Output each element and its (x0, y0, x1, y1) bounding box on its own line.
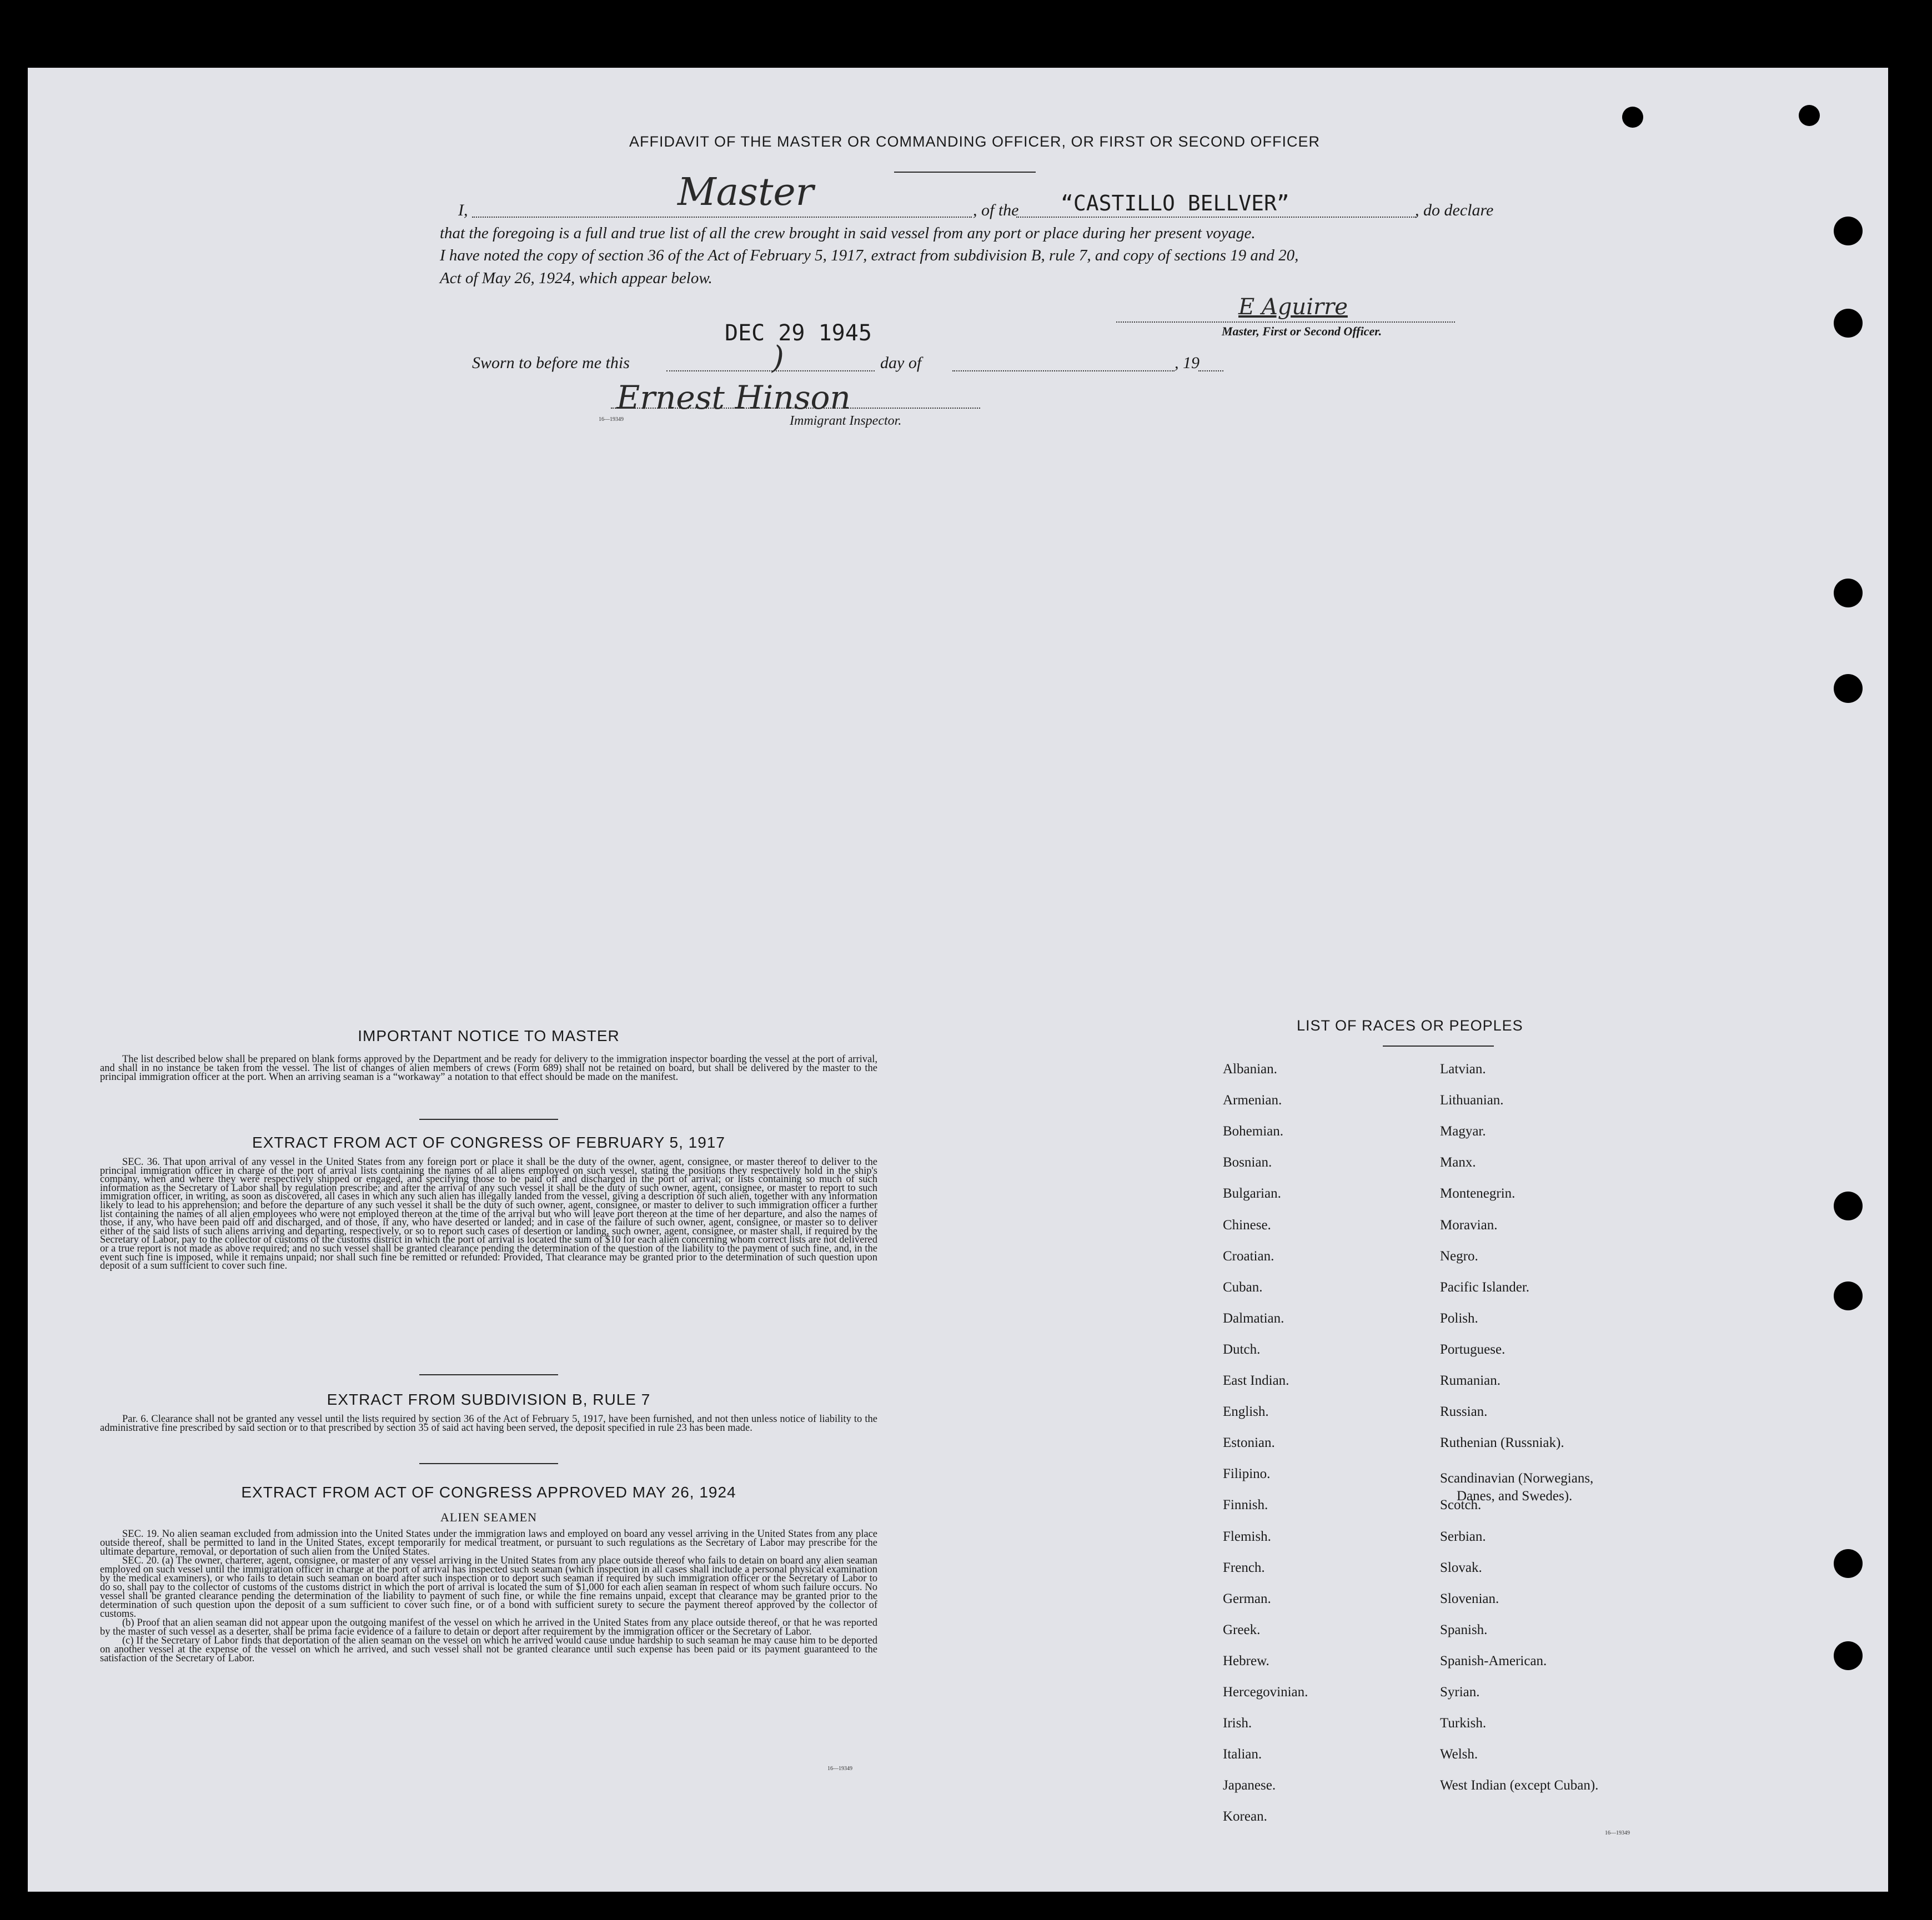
affidavit-line4: Act of May 26, 1924, which appear below. (440, 269, 712, 287)
race-item: Croatian. (1223, 1248, 1274, 1264)
vessel-line (1016, 217, 1416, 218)
affidavit-i: I, (458, 201, 468, 219)
sworn-day-mark: ) (772, 340, 784, 376)
races-form-number: 16—19349 (1605, 1830, 1630, 1836)
race-item: Moravian. (1440, 1217, 1498, 1233)
punch-hole (1622, 107, 1643, 128)
race-item: Scandinavian (Norwegians, (1440, 1471, 1594, 1486)
divider (419, 1374, 558, 1375)
race-item: Russian. (1440, 1404, 1488, 1420)
race-item: Welsh. (1440, 1747, 1478, 1762)
race-item: Turkish. (1440, 1716, 1487, 1731)
divider (894, 172, 1036, 173)
race-item: German. (1223, 1591, 1271, 1606)
affidavit-title: AFFIDAVIT OF THE MASTER OR COMMANDING OFFICER, OR FIRST OR SECOND OFFICER (629, 133, 1321, 150)
sec20c-text: (c) If the Secretary of Labor finds that deportation of the alien seaman on the vessel on which he arrived would cause undue hardship to such seaman he may cause him to be deported on another vessel at the expense of the vessel on which he arrived, and such vessel shall not be granted clearance until such expense has been paid or its payment guaranteed to the satisfaction of the Secretary of Labor. (100, 1635, 877, 1664)
race-item: Japanese. (1223, 1778, 1276, 1793)
subdivision-title: EXTRACT FROM SUBDIVISION B, RULE 7 (327, 1391, 651, 1408)
race-item: Irish. (1223, 1716, 1252, 1731)
punch-hole (1834, 674, 1863, 703)
inspector-caption: Immigrant Inspector. (790, 414, 902, 428)
affidavit-line2: that the foregoing is a full and true list of all the crew brought in said vessel from any port or place during her present voyage. (440, 224, 1256, 242)
date-stamp: DEC 29 1945 (725, 320, 872, 346)
sworn-day-line (666, 370, 875, 371)
notice-title: IMPORTANT NOTICE TO MASTER (358, 1027, 620, 1044)
race-item: Spanish-American. (1440, 1653, 1547, 1668)
race-item: Bohemian. (1223, 1124, 1284, 1139)
alien-seamen-subtitle: ALIEN SEAMEN (440, 1510, 537, 1524)
punch-hole (1834, 1641, 1863, 1670)
race-item: Hebrew. (1223, 1653, 1269, 1668)
extract-1917-text: SEC. 36. That upon arrival of any vessel in the United States from any foreign port or place it shall be the duty of the owner, agent, consignee, or master thereof to deliver to the principal immigration officer in charge of the port of arrival lists containing the names of all aliens employed on such vessel, stating the positions they respectively hold in the ship's company, when and where they were respectively shipped or engaged, and specifying those to be paid off and discharged in the port of arrival; or lists containing so much of such information as the Secretary of Labor shall by regulation prescribe; and after the arrival of any such vessel it shall be the duty of such owner, agent, consignee, or master to report to such immigration officer, in writing, as soon as discovered, all cases in which any such alien has illegally landed from the vessel, giving a description of such alien, together with any information likely to lead to his apprehension; and before the departure of any such vessel it shall be the duty of such owner, agent, consignee, or master to deliver to such immigration officer a further list containing the names of all alien employees who were not employed thereon at the time of the arrival but who will leave port thereon at the time of her departure, and also the names of those, if any, who have been paid off and discharged, and of those, if any, who have deserted or landed; and in case of the failure of such owner, agent, consignee, or master so to deliver either of the said lists of such aliens arriving and departing, respectively, or so to report such cases of desertion or landing, such owner, agent, consignee, or master shall, if required by the Secretary of Labor, pay to the collector of customs of the customs district in which the port of arrival is located the sum of $10 for each alien concerning whom correct lists are not delivered or a true report is not made as above required; and no such vessel shall be granted clearance pending the determination of the question of the liability to the payment of such fine, and, in the event such fine is imposed, while it remains unpaid; nor shall such fine be remitted or refunded: Provided, That clearance may be granted prior to the determination of such question upon deposit of a sum sufficient to cover such fine. (100, 1157, 877, 1272)
extract-1924-title: EXTRACT FROM ACT OF CONGRESS APPROVED MAY 26, 1924 (241, 1484, 736, 1501)
race-item: Dutch. (1223, 1341, 1261, 1357)
punch-hole (1799, 105, 1820, 126)
race-item: Scotch. (1440, 1497, 1482, 1513)
race-item: Bosnian. (1223, 1155, 1272, 1170)
race-item: Bulgarian. (1223, 1186, 1281, 1202)
race-item: Albanian. (1223, 1062, 1277, 1077)
race-item: Slovenian. (1440, 1591, 1499, 1606)
race-item: Hercegovinian. (1223, 1685, 1308, 1700)
race-item: Montenegrin. (1440, 1186, 1516, 1202)
inspector-signature: Ernest Hinson (616, 379, 851, 416)
day-of-text: day of (880, 354, 922, 372)
race-item: Italian. (1223, 1747, 1262, 1762)
extract-form-number: 16—19349 (827, 1766, 852, 1772)
vessel-name: “CASTILLO BELLVER” (1061, 191, 1289, 215)
races-column-2 (1440, 1062, 1718, 1906)
subdivision-text: Par. 6. Clearance shall not be granted any vessel until the lists required by section 36 of the Act of February 5, 1917, have been furnished, and not then unless notice of liability to the administrative fine prescribed by said section or to that prescribed by section 35 of said act having been served, the deposit specified in rule 23 has been made. (100, 1414, 877, 1434)
race-item: Negro. (1440, 1248, 1478, 1264)
race-item: English. (1223, 1404, 1269, 1420)
race-item: Filipino. (1223, 1466, 1271, 1482)
race-item: East Indian. (1223, 1373, 1289, 1388)
race-item: Ruthenian (Russniak). (1440, 1435, 1564, 1451)
officer-signature: E Aguirre (1238, 294, 1348, 320)
sec20a-text: SEC. 20. (a) The owner, charterer, agent, consignee, or master of any vessel arriving in the United States from any place outside thereof who fails to detain on board any alien seaman employed on such vessel until the immigration officer in charge at the port of arrival has inspected such seaman (which inspection in all cases shall include a personal physical examination by the medical examiners), or who fails to detain such seaman on board after such inspection or to deport such seaman if required by such immigration officer or the Secretary of Labor to do so, shall pay to the collector of customs of the customs district in which the port of arrival is located the sum of $1,000 for each alien seaman in respect of whom such failure occurs. No vessel shall be granted clearance pending the determination of the liability to payment of such fine, or while the fine remains unpaid, except that clearance may be granted prior to the determination of such question upon the deposit of a sum sufficient to cover such fine, or of a bond with sufficient surety to secure the payment thereof approved by the collector of customs. (100, 1555, 877, 1620)
race-item: Syrian. (1440, 1685, 1480, 1700)
race-item: Spanish. (1440, 1622, 1488, 1637)
race-item: Pacific Islander. (1440, 1279, 1530, 1295)
affidavit-form-number: 16—19349 (599, 416, 624, 423)
race-item: Cuban. (1223, 1279, 1263, 1295)
punch-hole (1834, 217, 1863, 245)
divider (1383, 1046, 1494, 1047)
race-item: Finnish. (1223, 1497, 1268, 1513)
race-item: Magyar. (1440, 1124, 1486, 1139)
race-item: Serbian. (1440, 1529, 1486, 1544)
officer-caption: Master, First or Second Officer. (1222, 324, 1382, 338)
race-item: Latvian. (1440, 1062, 1486, 1077)
race-item: Korean. (1223, 1809, 1267, 1824)
race-item: French. (1223, 1560, 1265, 1575)
race-item: Dalmatian. (1223, 1310, 1284, 1326)
punch-hole (1834, 1192, 1863, 1220)
sworn-year-line (1198, 370, 1223, 371)
punch-hole (1834, 309, 1863, 338)
race-item: Slovak. (1440, 1560, 1482, 1575)
sec19-text: SEC. 19. No alien seaman excluded from admission into the United States under the immigration laws and employed on board any vessel arriving in the United States from any place outside thereof, shall be permitted to land in the United States, except temporarily for medical treatment, or pursuant to such regulations as the Secretary of Labor may prescribe for the ultimate departure, removal, or deportation of such alien from the United States. (100, 1529, 877, 1557)
officer-signature-line (1116, 321, 1455, 323)
race-item: Portuguese. (1440, 1341, 1506, 1357)
master-handwritten: Master (678, 170, 814, 214)
affidavit-line3: I have noted the copy of section 36 of the Act of February 5, 1917, extract from subdivision B, rule 7, and copy of sections 19 and 20, (440, 247, 1299, 264)
year-prefix: , 19 (1175, 354, 1200, 372)
race-item: Armenian. (1223, 1093, 1282, 1108)
race-item: Chinese. (1223, 1217, 1271, 1233)
document-page (28, 68, 1888, 1892)
punch-hole (1834, 1549, 1863, 1578)
races-title: LIST OF RACES OR PEOPLES (1297, 1017, 1523, 1034)
race-item: Lithuanian. (1440, 1093, 1504, 1108)
of-the-text: , of the (973, 201, 1019, 219)
races-column-1 (1223, 1062, 1428, 1906)
punch-hole (1834, 1281, 1863, 1310)
do-declare-text: , do declare (1415, 201, 1494, 219)
race-item: Estonian. (1223, 1435, 1275, 1451)
sworn-month-line (952, 370, 1175, 371)
sec20b-text: (b) Proof that an alien seaman did not appear upon the outgoing manifest of the vessel on which he arrived in the United States from any place outside thereof, or that he was reported by the master of such vessel as a deserter, shall be prima facie evidence of a failure to detain or deport after requirement by the immigration officer or the Secretary of Labor. (100, 1617, 877, 1637)
master-name-line (472, 217, 972, 218)
race-item: Manx. (1440, 1155, 1476, 1170)
race-item: West Indian (except Cuban). (1440, 1778, 1599, 1793)
notice-text: The list described below shall be prepared on blank forms approved by the Department and be ready for delivery to the immigration inspector boarding the vessel at the port of arrival, and shall in no instance be taken from the vessel. The list of changes of alien members of crews (Form 689) shall not be retained on board, but shall be delivered by the master to the principal immigration officer at the port. When an arriving seaman is a “workaway” a notation to that effect should be made on the manifest. (100, 1054, 877, 1083)
divider (419, 1119, 558, 1120)
extract-1917-title: EXTRACT FROM ACT OF CONGRESS OF FEBRUARY 5, 1917 (252, 1134, 725, 1151)
race-item: Danes, and Swedes). (1457, 1489, 1573, 1504)
divider (419, 1463, 558, 1464)
sworn-text: Sworn to before me this (472, 354, 630, 372)
punch-hole (1834, 579, 1863, 607)
race-item: Polish. (1440, 1310, 1478, 1326)
race-item: Greek. (1223, 1622, 1261, 1637)
extract-1924-body (100, 1530, 877, 1663)
race-item: Rumanian. (1440, 1373, 1501, 1388)
race-item: Flemish. (1223, 1529, 1271, 1544)
